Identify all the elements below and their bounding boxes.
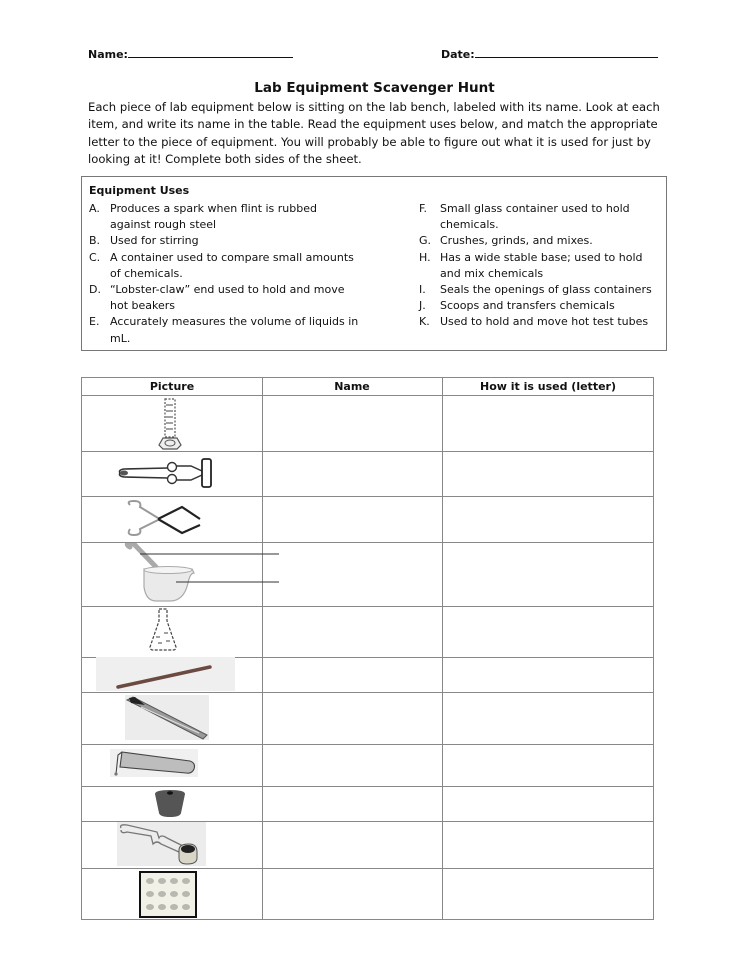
scoopula-image [125, 695, 209, 740]
name-cell-3[interactable] [263, 497, 442, 542]
use-item-b: B. Used for stirring [89, 234, 199, 248]
column-header-letter: How it is used (letter) [480, 380, 616, 393]
letter-cell-2[interactable] [443, 452, 654, 496]
use-item-h: H. Has a wide stable base; used to hold and mix chemicals [419, 250, 643, 280]
use-item-e: E. Accurately measures the volume of liquids in mL. [89, 315, 359, 345]
rubber-stopper-icon [152, 788, 188, 818]
letter-cell-5[interactable] [443, 607, 654, 657]
letter-cell-7[interactable] [443, 693, 654, 744]
letter-cell-10[interactable] [443, 822, 654, 868]
letter-cell-4[interactable] [443, 543, 654, 606]
name-cell-10[interactable] [263, 822, 442, 868]
mortar-and-pestle-icon [124, 543, 284, 605]
use-item-i: I. Seals the openings of glass containers [419, 283, 652, 297]
letter-cell-9[interactable] [443, 787, 654, 821]
page-title: Lab Equipment Scavenger Hunt [254, 80, 495, 96]
use-item-j: J. Scoops and transfers chemicals [419, 299, 615, 313]
uses-list-right [419, 201, 664, 331]
name-cell-1[interactable] [263, 396, 442, 451]
date-label: Date: [441, 48, 475, 61]
scoopula-icon [125, 695, 209, 740]
erlenmeyer-flask-icon [148, 607, 178, 653]
use-item-f: F. Small glass container used to hold chemicals. [419, 202, 630, 232]
name-cell-9[interactable] [263, 787, 442, 821]
name-cell-5[interactable] [263, 607, 442, 657]
use-item-g: G. Crushes, grinds, and mixes. [419, 234, 593, 248]
flint-striker-icon [117, 822, 206, 866]
use-item-c: C. A container used to compare small amounts of chemicals. [89, 250, 354, 280]
use-item-k: K. Used to hold and move hot test tubes [419, 315, 649, 329]
name-cell-11[interactable] [263, 869, 442, 919]
date-field[interactable] [441, 46, 658, 61]
letter-cell-1[interactable] [443, 396, 654, 451]
instructions: Each piece of lab equipment below is sitting on the lab bench, labeled with its name. Look at each item, and write its name in the table. Read the equipment uses below, and match the appropriate letter to the piece of equipment. You will probably be able to figure out what it is used for just by looking at it! Complete both sides of the sheet. [88, 100, 660, 166]
spot-plate-icon [139, 871, 197, 918]
tongs-icon [124, 499, 210, 539]
column-header-name: Name [334, 380, 370, 393]
uses-list-left [89, 201, 359, 347]
flint-striker-image [117, 822, 206, 866]
stirring-rod-image [96, 657, 235, 691]
name-cell-7[interactable] [263, 693, 442, 744]
use-item-d: D. “Lobster-claw” end used to hold and move hot beakers [89, 283, 345, 313]
name-cell-8[interactable] [263, 745, 442, 786]
name-cell-6[interactable] [263, 658, 442, 692]
column-header-picture: Picture [149, 380, 195, 393]
letter-cell-11[interactable] [443, 869, 654, 919]
stirring-rod-icon [96, 657, 235, 691]
letter-cell-8[interactable] [443, 745, 654, 786]
date-blank[interactable] [475, 46, 658, 58]
name-field[interactable] [88, 46, 293, 61]
equipment-uses-title: Equipment Uses [89, 184, 190, 197]
test-tube-image [110, 749, 198, 777]
beaker-tongs-icon [116, 455, 216, 491]
name-cell-2[interactable] [263, 452, 442, 496]
spot-plate-image [139, 871, 197, 918]
graduated-cylinder-icon [155, 397, 185, 451]
name-label: Name: [88, 48, 128, 61]
name-cell-4[interactable] [263, 543, 442, 606]
name-blank[interactable] [128, 46, 293, 58]
equipment-uses-box [81, 176, 667, 351]
use-item-a: A. Produces a spark when flint is rubbed against rough steel [89, 202, 317, 232]
letter-cell-3[interactable] [443, 497, 654, 542]
test-tube-icon [110, 749, 198, 777]
letter-cell-6[interactable] [443, 658, 654, 692]
